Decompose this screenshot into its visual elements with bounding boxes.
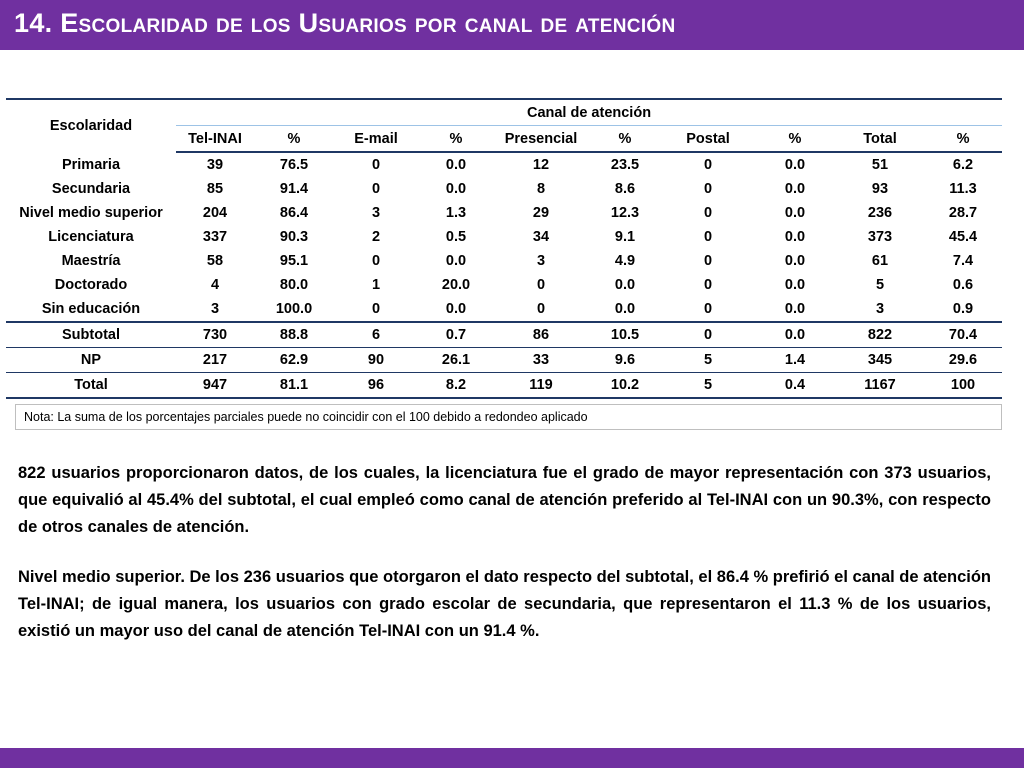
table-cell: 236: [867, 205, 893, 221]
row-label: Total: [6, 373, 176, 399]
column-header: %: [588, 126, 662, 153]
column-header: Presencial: [494, 126, 588, 153]
table-cell: 204: [202, 205, 228, 221]
table-cell: 90: [334, 348, 418, 373]
column-header: Postal: [662, 126, 754, 153]
table-cell: 93: [871, 181, 889, 197]
table-row: [6, 348, 1002, 373]
table-cell: 28.7: [948, 205, 978, 221]
table-cell: 822: [836, 322, 924, 348]
paragraph-1: 822 usuarios proporcionaron datos, de los cuales, la licenciatura fue el grado de mayor representación con 373 usuarios, que equivalió al 45.4% del subtotal, el cual empleó como canal de atención preferido al Tel-INAI con un 90.3%, con respecto de otros canales de atención.: [18, 464, 991, 536]
table-cell: 0: [703, 229, 713, 245]
table-row: [6, 152, 1002, 177]
table-cell: 5: [662, 373, 754, 399]
table-cell: 0.0: [445, 157, 467, 173]
table-cell: 0.4: [754, 373, 836, 399]
table-cell: 7.4: [952, 253, 974, 269]
row-label: Doctorado: [54, 277, 128, 293]
table-cell: 70.4: [924, 322, 1002, 348]
table-cell: 0.0: [784, 205, 806, 221]
table-cell: 0.5: [445, 229, 467, 245]
table-cell: 0: [703, 181, 713, 197]
table-row: [6, 225, 1002, 249]
row-label: Sin educación: [41, 301, 141, 317]
table-cell: 81.1: [254, 373, 334, 399]
column-header: E-mail: [334, 126, 418, 153]
table-cell: 1167: [836, 373, 924, 399]
table-cell: 80.0: [279, 277, 309, 293]
table-row: [6, 322, 1002, 348]
table-cell: 0.0: [614, 277, 636, 293]
table-row: [6, 297, 1002, 322]
table-cell: 0.0: [614, 301, 636, 317]
table-cell: 10.5: [588, 322, 662, 348]
column-header: %: [254, 126, 334, 153]
table-cell: 100.0: [275, 301, 313, 317]
table-cell: 0.0: [784, 277, 806, 293]
column-header: Total: [836, 126, 924, 153]
row-label: Subtotal: [6, 322, 176, 348]
paragraph-2: Nivel medio superior. De los 236 usuarios que otorgaron el dato respecto del subtotal, el 86.4 % prefirió el canal de atención Tel-INAI; de igual manera, los usuarios con grado escolar de secundaria, que representaron el 11.3 % de los usuarios, existió un mayor uso del canal de atención Tel-INAI con un 91.4 %.: [18, 568, 991, 640]
table-cell: 33: [494, 348, 588, 373]
table-cell: 5: [875, 277, 885, 293]
table-cell: 0: [703, 157, 713, 173]
table-cell: 10.2: [588, 373, 662, 399]
table-cell: 6.2: [952, 157, 974, 173]
table-cell: 5: [662, 348, 754, 373]
table-cell: 3: [875, 301, 885, 317]
table-cell: 0: [371, 181, 381, 197]
table-cell: 0: [703, 277, 713, 293]
table-cell: 8.2: [418, 373, 494, 399]
table-cell: 1: [371, 277, 381, 293]
table-cell: 2: [371, 229, 381, 245]
row-label: Secundaria: [51, 181, 131, 197]
table-cell: 20.0: [441, 277, 471, 293]
table-cell: 90.3: [279, 229, 309, 245]
table-cell: 1.4: [754, 348, 836, 373]
table-cell: 337: [202, 229, 228, 245]
table-cell: 3: [371, 205, 381, 221]
table-cell: 0: [703, 301, 713, 317]
table-cell: 88.8: [254, 322, 334, 348]
table-cell: 4.9: [614, 253, 636, 269]
row-label: Primaria: [61, 156, 121, 173]
table-cell: 373: [867, 229, 893, 245]
table-cell: 217: [176, 348, 254, 373]
table-cell: 0: [371, 253, 381, 269]
table-cell: 730: [176, 322, 254, 348]
table-cell: 0: [662, 322, 754, 348]
table-cell: 11.3: [949, 181, 977, 197]
row-label: Nivel medio superior: [19, 205, 163, 221]
row-header-escolaridad: Escolaridad: [6, 99, 176, 152]
table-row: [6, 273, 1002, 297]
table-cell: 9.6: [588, 348, 662, 373]
column-header: %: [924, 126, 1002, 153]
column-header: %: [418, 126, 494, 153]
row-label: Maestría: [61, 253, 121, 269]
table-cell: 0.9: [952, 301, 974, 317]
table-cell: 0: [371, 301, 381, 317]
table-cell: 0.6: [952, 277, 974, 293]
table-cell: 58: [206, 253, 224, 269]
table-cell: 62.9: [254, 348, 334, 373]
table-cell: 0.0: [784, 301, 806, 317]
table-cell: 45.4: [948, 229, 978, 245]
table-cell: 1.3: [445, 205, 467, 221]
row-label: Licenciatura: [48, 229, 134, 245]
page-title: 14. Escolaridad de los Usuarios por canal de atención: [14, 8, 676, 38]
table-cell: 29: [532, 205, 550, 221]
table-cell: 6: [334, 322, 418, 348]
table-cell: 26.1: [418, 348, 494, 373]
footer-bar: [0, 748, 1024, 768]
group-header-canal: Canal de atención: [176, 99, 1002, 126]
table-cell: 0: [703, 253, 713, 269]
table-cell: 0.7: [418, 322, 494, 348]
table-cell: 34: [532, 229, 550, 245]
table-cell: 0.0: [784, 253, 806, 269]
table-cell: 947: [176, 373, 254, 399]
table-cell: 95.1: [279, 253, 309, 269]
table-cell: 0.0: [445, 253, 467, 269]
table-cell: 96: [334, 373, 418, 399]
table-cell: 0.0: [784, 181, 806, 197]
table-cell: 8: [536, 181, 546, 197]
title-bar: [0, 0, 1024, 50]
table-note: Nota: La suma de los porcentajes parciales puede no coincidir con el 100 debido a redondeo aplicado: [15, 404, 1002, 430]
table-cell: 39: [206, 157, 224, 173]
row-label: NP: [6, 348, 176, 373]
table-cell: 85: [206, 181, 224, 197]
table-cell: 61: [871, 253, 889, 269]
table-cell: 4: [210, 277, 220, 293]
schooling-table: [6, 98, 1002, 399]
column-header: %: [754, 126, 836, 153]
table-header-row: [6, 99, 1002, 126]
table-cell: 8.6: [614, 181, 636, 197]
column-header: Tel-INAI: [176, 126, 254, 153]
table-cell: 345: [836, 348, 924, 373]
table-row: [6, 373, 1002, 399]
table-cell: 76.5: [279, 157, 309, 173]
table-cell: 86.4: [279, 205, 309, 221]
table-cell: 0: [536, 277, 546, 293]
table-cell: 119: [494, 373, 588, 399]
table-cell: 0.0: [754, 322, 836, 348]
table-cell: 12.3: [610, 205, 640, 221]
table-cell: 86: [494, 322, 588, 348]
table-cell: 0.0: [784, 157, 806, 173]
table-cell: 12: [532, 157, 550, 173]
table-cell: 0.0: [784, 229, 806, 245]
table-row: [6, 177, 1002, 201]
table-cell: 9.1: [614, 229, 636, 245]
table-cell: 23.5: [610, 157, 640, 173]
table-cell: 0: [371, 157, 381, 173]
table-cell: 3: [536, 253, 546, 269]
table-cell: 91.4: [279, 181, 309, 197]
table-cell: 3: [210, 301, 220, 317]
table-cell: 0.0: [445, 301, 467, 317]
table-cell: 0: [536, 301, 546, 317]
table-row: [6, 201, 1002, 225]
table-cell: 0.0: [445, 181, 467, 197]
table-row: [6, 249, 1002, 273]
table-cell: 51: [871, 157, 889, 173]
table-cell: 100: [924, 373, 1002, 399]
table-cell: 0: [703, 205, 713, 221]
table-cell: 29.6: [924, 348, 1002, 373]
